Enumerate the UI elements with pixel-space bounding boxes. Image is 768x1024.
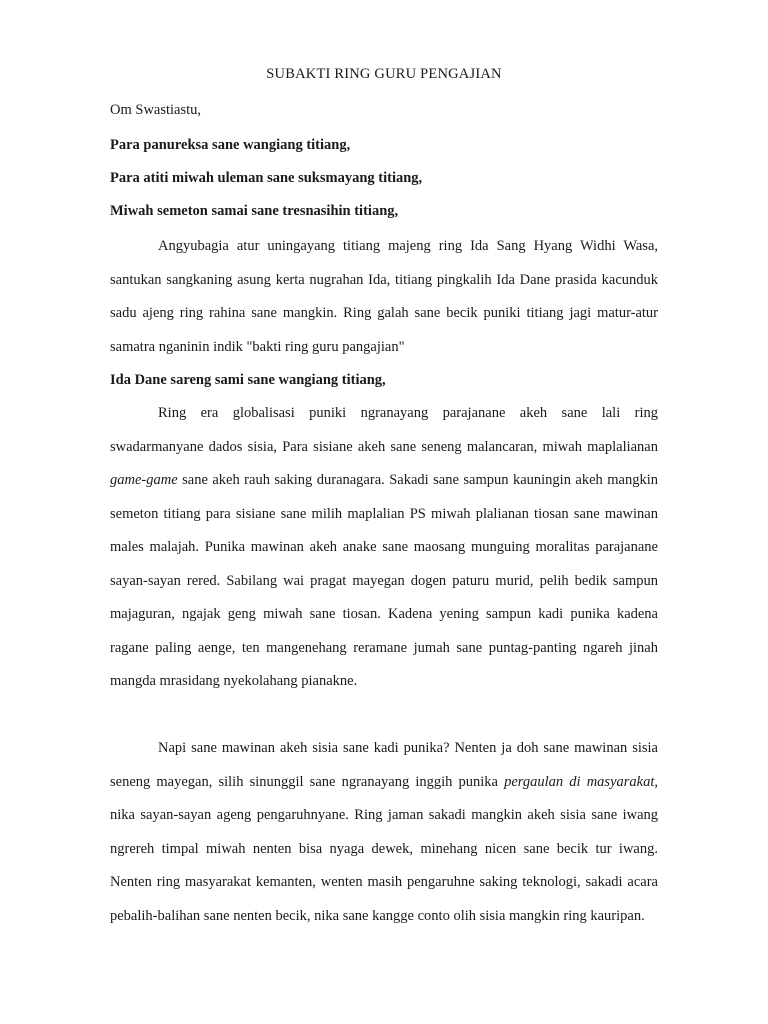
salutation-3: Miwah semeton samai sane tresnasihin titiang, [110,203,399,219]
paragraph-3-part-1: Napi sane mawinan akeh sisia sane kadi punika? Nenten ja doh sane mawinan sisia seneng mayegan, silih sinunggil sane ngranayang inggih punika [110,740,658,790]
paragraph-3 [110,732,658,933]
paragraph-3-italic: pergaulan di masyarakat [504,773,655,790]
document-title: SUBAKTI RING GURU PENGAJIAN [266,66,502,82]
greeting: Om Swastiastu, [110,102,202,118]
salutation-4: Ida Dane sareng sami sane wangiang titiang, [110,372,386,388]
salutation-2: Para atiti miwah uleman sane suksmayang titiang, [110,170,423,186]
paragraph-3-part-2: , nika sayan-sayan ageng pengaruhnyane. Ring jaman sakadi mangkin akeh sisia sane iwang ngrereh timpal miwah nenten bisa nyaga dewek, minehang nicen sane becik tur iwang. Nenten ring masyarakat kemanten, wenten masih pengaruhne saking teknologi, sakadi acara pebalih-balihan sane nenten becik, nika sane kangge conto olih sisia mangkin ring kauripan. [110,773,658,924]
paragraph-2-text [110,397,658,699]
paragraph-1-text: Angyubagia atur uningayang titiang majeng ring Ida Sang Hyang Widhi Wasa, santukan sangkaning asung kerta nugrahan Ida, titiang pingkalih Ida Dane prasida kacunduk sadu ajeng ring rahina sane mangkin. Ring galah sane becik puniki titiang jagi matur-atur samatra nganinin indik "bakti ring guru pangajian" [110,238,658,355]
paragraph-2-part-1: Ring era globalisasi puniki ngranayang parajanane akeh sane lali ring swadarmanyane dados sisia, Para sisiane akeh sane seneng malancaran, miwah maplalianan [110,405,658,455]
paragraph-3-text [110,732,658,933]
salutation-1: Para panureksa sane wangiang titiang, [110,137,351,153]
paragraph-1 [110,230,658,364]
paragraph-2-part-2: sane akeh rauh saking duranagara. Sakadi sane sampun kauningin akeh mangkin semeton titiang para sisiane sane milih maplalian PS miwah plalianan tiosan sane mawinan males malajah. Punika mawinan akeh anake sane maosang munguing moralitas parajanane sayan-sayan rered. Sabilang wai pragat mayegan dogen paturu murid, pelih bedik sampun majaguran, ngajak geng miwah sane tiosan. Kadena yening sampun kadi punika kadena ragane paling aenge, ten mangenehang reramane jumah sane puntag-panting ngareh jinah mangda mrasidang nyekolahang pianakne. [110,472,658,689]
paragraph-2 [110,397,658,699]
paragraph-2-italic: game-game [110,472,178,488]
